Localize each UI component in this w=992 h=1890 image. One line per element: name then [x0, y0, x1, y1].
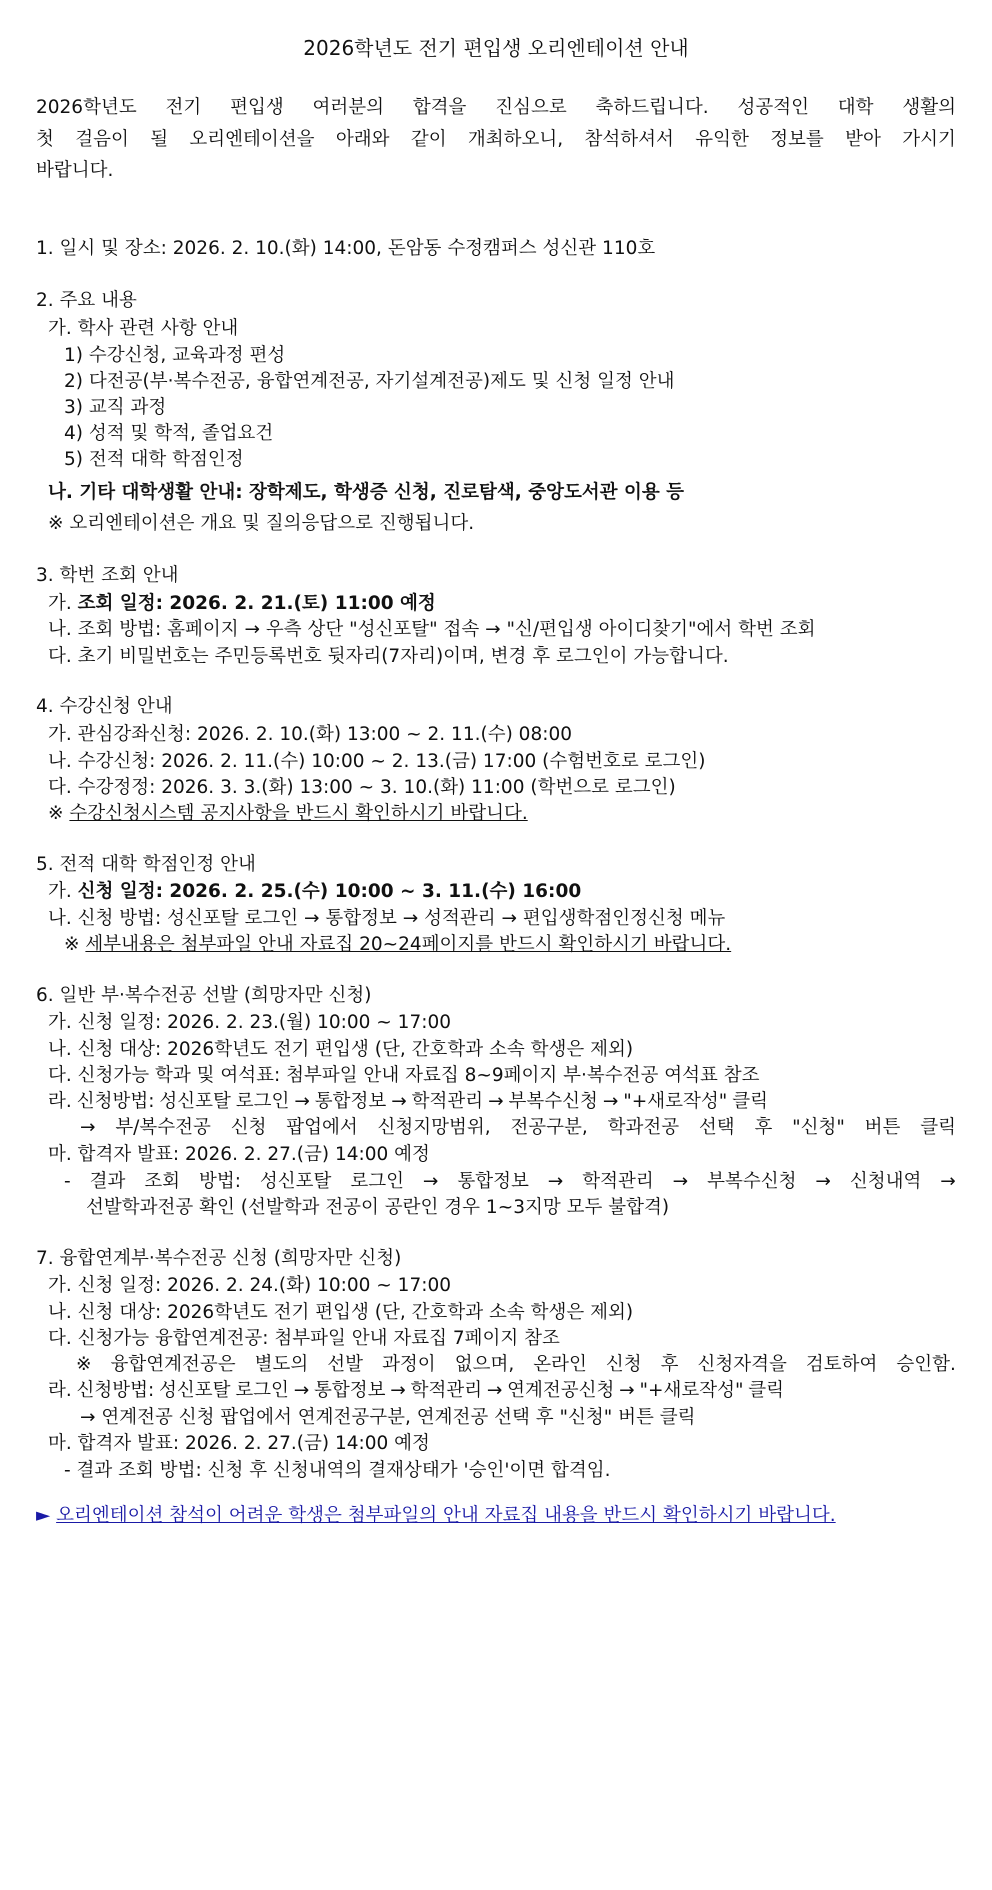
word: 같이 — [410, 129, 447, 150]
word: 검토하여 — [805, 1354, 878, 1375]
word: 성공적인 — [737, 97, 809, 118]
word: 부복수신청 — [707, 1171, 797, 1192]
word: → — [294, 1091, 310, 1112]
word: "+새로작성" — [639, 1380, 744, 1401]
section-1-datetime-place: 1. 일시 및 장소: 2026. 2. 10.(화) 14:00, 돈암동 수정캠퍼스 성신관 110호 — [36, 238, 656, 259]
word: 통합정보 — [314, 1380, 386, 1401]
word: 후 — [660, 1354, 679, 1375]
section-5-ga-prefix: 가. — [48, 881, 78, 902]
intro-line-1 — [36, 97, 956, 119]
word: 성신포탈 — [259, 1171, 332, 1192]
word: 성신포탈 — [159, 1380, 231, 1401]
word: → — [391, 1091, 407, 1112]
word: 걸음이 — [75, 129, 129, 150]
section-3-heading: 3. 학번 조회 안내 — [36, 565, 179, 586]
word: → — [619, 1380, 635, 1401]
word: 라. — [48, 1091, 72, 1112]
word: 정보를 — [770, 129, 824, 150]
word: ※ — [76, 1354, 92, 1375]
word: 후 — [754, 1117, 773, 1138]
word: → — [547, 1171, 564, 1192]
word: 될 — [150, 129, 169, 150]
footer-notice — [36, 1505, 836, 1527]
word: 선택 — [698, 1117, 735, 1138]
word: 전공구분, — [510, 1117, 588, 1138]
attachment-guide-link[interactable]: 오리엔테이션 참석이 어려운 학생은 첨부파일의 안내 자료집 내용을 반드시 확인하시기 바랍니다. — [56, 1505, 836, 1526]
word: 방법: — [199, 1171, 241, 1192]
section-6-ma: 마. 합격자 발표: 2026. 2. 27.(금) 14:00 예정 — [48, 1144, 430, 1165]
word: 여러분의 — [312, 97, 384, 118]
section-3-da: 다. 초기 비밀번호는 주민등록번호 뒷자리(7자리)이며, 변경 후 로그인이 가능합니다. — [48, 646, 729, 667]
section-4-ga: 가. 관심강좌신청: 2026. 2. 10.(화) 13:00 ~ 2. 11.(수) 08:00 — [48, 724, 572, 745]
word: 생활의 — [902, 97, 956, 118]
word: 개최하오니, — [467, 129, 564, 150]
word: 로그인 — [235, 1091, 290, 1112]
word: → — [293, 1380, 310, 1401]
word: 아래와 — [335, 129, 390, 150]
word: 신청 — [605, 1354, 642, 1375]
word: 통합정보 — [314, 1091, 387, 1112]
word: - — [64, 1171, 71, 1192]
word: 융합연계전공은 — [110, 1354, 236, 1375]
section-5-ga-schedule: 신청 일정: 2026. 2. 25.(수) 10:00 ~ 3. 11.(수) 16:00 — [77, 881, 582, 902]
intro-line-3: 바랍니다. — [36, 160, 114, 181]
section-7-heading: 7. 융합연계부·복수전공 신청 (희망자만 신청) — [36, 1248, 402, 1269]
section-3-na: 나. 조회 방법: 홈페이지 → 우측 상단 "성신포탈" 접속 → "신/편입생 아이디찾기"에서 학번 조회 — [48, 619, 816, 640]
section-3-ga-schedule: 조회 일정: 2026. 2. 21.(토) 11:00 예정 — [77, 593, 436, 614]
word: 신청자격을 — [697, 1354, 787, 1375]
word: 받아 — [845, 129, 881, 150]
word: 학과전공 — [607, 1117, 680, 1138]
section-6-na: 나. 신청 대상: 2026학년도 전기 편입생 (단, 간호학과 소속 학생은 제외) — [48, 1039, 634, 1060]
word: 오리엔테이션을 — [189, 129, 315, 150]
word: 신청방법: — [76, 1380, 155, 1401]
section-3-ga-prefix: 가. — [48, 593, 78, 614]
word: 클릭 — [732, 1091, 768, 1112]
word: 신청지망범위, — [377, 1117, 491, 1138]
section-7-ma: 마. 합격자 발표: 2026. 2. 27.(금) 14:00 예정 — [48, 1433, 430, 1454]
word: 참석하셔서 — [584, 129, 674, 150]
section-6-heading: 6. 일반 부·복수전공 선발 (희망자만 신청) — [36, 985, 372, 1006]
section-4-note-mark: ※ — [48, 803, 70, 824]
word: 온라인 — [533, 1354, 587, 1375]
word: 학적관리 — [411, 1091, 484, 1112]
word: 신청내역 — [849, 1171, 922, 1192]
word: 별도의 — [254, 1354, 309, 1375]
word: 신청방법: — [76, 1091, 155, 1112]
word: 전기 — [165, 97, 202, 118]
section-5-note-text: 세부내용은 첨부파일 안내 자료집 20~24페이지를 반드시 확인하시기 바랍니다. — [85, 934, 732, 955]
section-7-result: - 결과 조회 방법: 신청 후 신청내역의 결재상태가 '승인'이면 합격임. — [64, 1460, 611, 1481]
triangle-pointer-icon: ► — [36, 1505, 51, 1526]
section-7-ra — [48, 1380, 784, 1402]
word: 과정이 — [382, 1354, 436, 1375]
word: 성신포탈 — [159, 1091, 231, 1112]
document-title: 2026학년도 전기 편입생 오리엔테이션 안내 — [303, 36, 689, 60]
word: 연계전공신청 — [507, 1380, 615, 1401]
section-6-ra-2 — [80, 1117, 956, 1139]
word: 부/복수전공 — [115, 1117, 211, 1138]
section-2-na: 나. 기타 대학생활 안내: 장학제도, 학생증 신청, 진로탐색, 중앙도서관 이용 등 — [48, 482, 685, 503]
word: 선발 — [327, 1354, 364, 1375]
word: → — [815, 1171, 831, 1192]
section-5-note — [64, 934, 731, 956]
word: 학적관리 — [410, 1380, 483, 1401]
word: → — [602, 1091, 619, 1112]
word: → — [422, 1171, 439, 1192]
word: 신청 — [230, 1117, 267, 1138]
section-5-ga — [48, 881, 581, 903]
word: 진심으로 — [495, 97, 567, 118]
intro-line-2 — [36, 129, 956, 151]
word: 없으며, — [454, 1354, 515, 1375]
word: 라. — [48, 1380, 72, 1401]
word: 팝업에서 — [286, 1117, 358, 1138]
word: 유익한 — [695, 129, 749, 150]
word: 편입생 — [230, 97, 284, 118]
section-6-da: 다. 신청가능 학과 및 여석표: 첨부파일 안내 자료집 8~9페이지 부·복수전공 여석표 참조 — [48, 1065, 760, 1086]
word: 가시기 — [902, 129, 956, 150]
section-5-na: 나. 신청 방법: 성신포탈 로그인 → 통합정보 → 성적관리 → 편입생학점인정신청 메뉴 — [48, 908, 726, 929]
word: 축하드립니다. — [595, 97, 709, 118]
section-5-note-mark: ※ — [64, 934, 86, 955]
word: 2026학년도 — [36, 97, 137, 118]
section-2-item-2: 2) 다전공(부·복수전공, 융합연계전공, 자기설계전공)제도 및 신청 일정 안내 — [64, 371, 675, 392]
section-6-result-1 — [64, 1171, 956, 1193]
section-7-ra-2: → 연계전공 신청 팝업에서 연계전공구분, 연계전공 선택 후 "신청" 버튼 클릭 — [80, 1407, 696, 1428]
word: 로그인 — [350, 1171, 404, 1192]
word: 승인함. — [896, 1354, 956, 1375]
word: → — [390, 1380, 406, 1401]
section-6-ga: 가. 신청 일정: 2026. 2. 23.(월) 10:00 ~ 17:00 — [48, 1012, 451, 1033]
section-4-heading: 4. 수강신청 안내 — [36, 696, 173, 717]
word: "신청" — [792, 1117, 845, 1138]
section-6-ra — [48, 1091, 768, 1113]
section-2-item-4: 4) 성적 및 학적, 졸업요건 — [64, 423, 274, 444]
section-3-ga — [48, 593, 436, 615]
section-2-ga: 가. 학사 관련 사항 안내 — [48, 318, 239, 339]
word: → — [672, 1171, 689, 1192]
word: 로그인 — [235, 1380, 289, 1401]
word: 클릭 — [920, 1117, 956, 1138]
word: 학적관리 — [582, 1171, 654, 1192]
word: → — [488, 1091, 504, 1112]
word: 버튼 — [864, 1117, 901, 1138]
section-4-na: 나. 수강신청: 2026. 2. 11.(수) 10:00 ~ 2. 13.(금) 17:00 (수험번호로 로그인) — [48, 751, 706, 772]
word: 조회 — [144, 1171, 181, 1192]
section-5-heading: 5. 전적 대학 학점인정 안내 — [36, 854, 256, 875]
section-7-ga: 가. 신청 일정: 2026. 2. 24.(화) 10:00 ~ 17:00 — [48, 1275, 451, 1296]
section-2-heading: 2. 주요 내용 — [36, 290, 137, 311]
word: 합격을 — [412, 97, 467, 118]
word: → — [486, 1380, 503, 1401]
word: → — [80, 1117, 96, 1138]
section-2-note: ※ 오리엔테이션은 개요 및 질의응답으로 진행됩니다. — [48, 513, 475, 534]
section-7-da: 다. 신청가능 융합연계전공: 첨부파일 안내 자료집 7페이지 참조 — [48, 1328, 560, 1349]
section-7-na: 나. 신청 대상: 2026학년도 전기 편입생 (단, 간호학과 소속 학생은 제외) — [48, 1302, 634, 1323]
section-7-note — [76, 1354, 956, 1376]
section-2-item-5: 5) 전적 대학 학점인정 — [64, 449, 244, 470]
word: "+새로작성" — [623, 1091, 728, 1112]
section-4-note-text: 수강신청시스템 공지사항을 반드시 확인하시기 바랍니다. — [69, 803, 528, 824]
word: 통합정보 — [457, 1171, 529, 1192]
word: 클릭 — [748, 1380, 784, 1401]
word: 대학 — [837, 97, 874, 118]
section-6-result-2: 선발학과전공 확인 (선발학과 전공이 공란인 경우 1~3지망 모두 불합격) — [86, 1197, 670, 1218]
word: 결과 — [89, 1171, 126, 1192]
word: 부복수신청 — [508, 1091, 598, 1112]
word: 첫 — [36, 129, 54, 150]
section-2-item-1: 1) 수강신청, 교육과정 편성 — [64, 345, 286, 366]
section-4-da: 다. 수강정정: 2026. 3. 3.(화) 13:00 ~ 3. 10.(화) 11:00 (학번으로 로그인) — [48, 777, 676, 798]
word: → — [940, 1171, 956, 1192]
section-2-item-3: 3) 교직 과정 — [64, 397, 167, 418]
section-4-note — [48, 803, 528, 825]
